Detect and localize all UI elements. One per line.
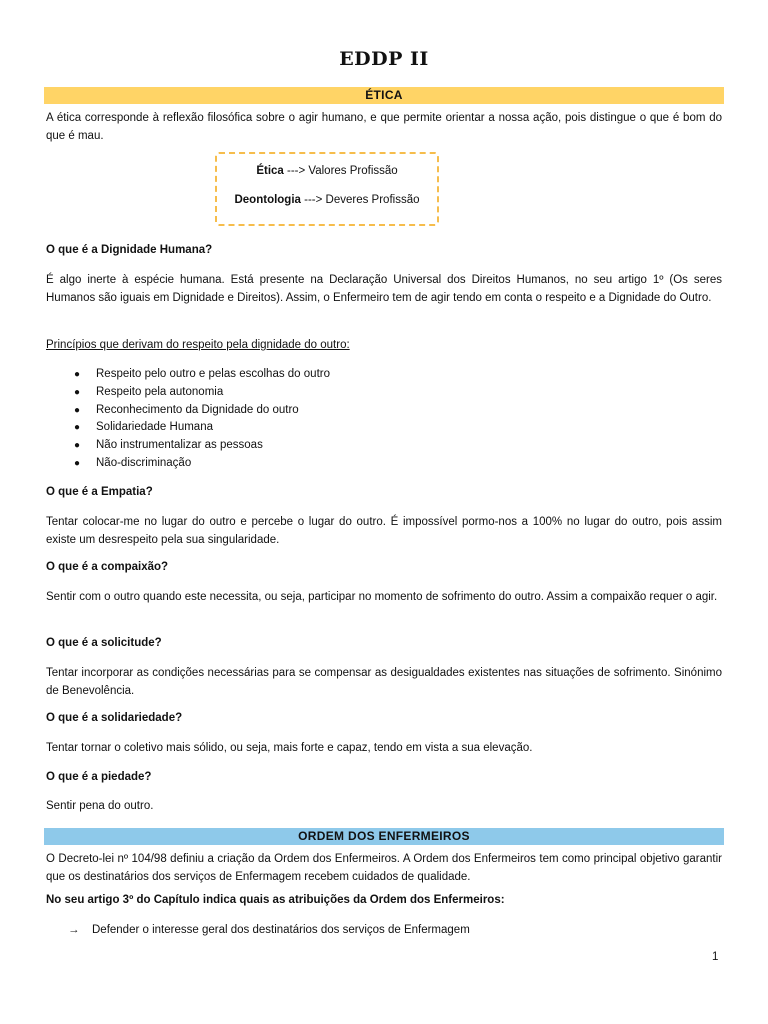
box-rest-deontologia: ---> Deveres Profissão (300, 194, 420, 206)
artigo-title: No seu artigo 3º do Capítulo indica quais as atribuições da Ordem dos Enfermeiros: (46, 894, 505, 906)
question-solicitude: O que é a solicitude? (46, 637, 162, 649)
answer-empatia: Tentar colocar-me no lugar do outro e percebe o lugar do outro. É impossível pormo-nos a 100% no lugar do outro, pois assim existe um desrespeito pela sua singularidade. (46, 516, 722, 546)
list-item (46, 455, 330, 473)
atribuicao-item-label: Defender o interesse geral dos destinatários dos serviços de Enfermagem (92, 924, 470, 936)
question-empatia: O que é a Empatia? (46, 486, 153, 498)
list-item-label: Não instrumentalizar as pessoas (96, 439, 263, 452)
ordem-intro: O Decreto-lei nº 104/98 definiu a criação da Ordem dos Enfermeiros. A Ordem dos Enfermeiros tem como principal objetivo garantir que os destinatários dos serviços de Enfermagem recebem cuidados de qualidade. (46, 853, 722, 883)
list-item (46, 366, 330, 384)
list-item-label: Reconhecimento da Dignidade do outro (96, 403, 299, 416)
answer-compaixao: Sentir com o outro quando este necessita, ou seja, participar no momento de sofrimento do outro. Assim a compaixão requer o agir. (46, 591, 718, 603)
list-item (46, 437, 330, 455)
list-item (46, 402, 330, 420)
page-number: 1 (712, 951, 719, 963)
page-title: EDDP II (339, 48, 429, 70)
box-term-deontologia: Deontologia (234, 194, 301, 206)
arrow-right-icon: → (68, 924, 80, 936)
list-item-label: Respeito pelo outro e pelas escolhas do outro (96, 368, 330, 380)
list-item (46, 384, 330, 402)
box-term-etica: Ética (256, 165, 284, 177)
section-heading-ordem: ORDEM DOS ENFERMEIROS (44, 828, 724, 845)
question-dignidade: O que é a Dignidade Humana? (46, 244, 213, 256)
answer-solidariedade: Tentar tornar o coletivo mais sólido, ou seja, mais forte e capaz, tendo em vista a sua elevação. (46, 742, 533, 754)
bullet-icon: ● (74, 369, 81, 380)
principios-title: Princípios que derivam do respeito pela dignidade do outro: (46, 339, 350, 351)
etica-deontologia-box (215, 152, 439, 226)
box-rest-etica: ---> Valores Profissão (283, 165, 398, 177)
box-line-deontologia (217, 194, 437, 206)
list-item-label: Respeito pela autonomia (96, 385, 224, 398)
list-item (46, 419, 330, 437)
bullet-icon: ● (74, 440, 81, 452)
question-piedade: O que é a piedade? (46, 771, 152, 783)
atribuicao-item (68, 922, 470, 939)
answer-dignidade: É algo inerte à espécie humana. Está presente na Declaração Universal dos Direitos Humanos, no seu artigo 1º (Os seres Humanos são iguais em Dignidade e Direitos). Assim, o Enfermeiro tem de agir tendo em conta o respeito e a Dignidade do Outro. (46, 274, 722, 304)
section-heading-etica: ÉTICA (44, 87, 724, 104)
bullet-icon: ● (74, 404, 81, 416)
list-item-label: Solidariedade Humana (96, 421, 213, 434)
list-item-label: Não-discriminação (96, 456, 192, 469)
box-line-etica (217, 165, 437, 177)
question-compaixao: O que é a compaixão? (46, 561, 169, 573)
question-solidariedade: O que é a solidariedade? (46, 712, 183, 724)
principios-list (46, 366, 330, 473)
answer-solicitude: Tentar incorporar as condições necessárias para se compensar as desigualdades existentes nas situações de sofrimento. Sinónimo de Benevolência. (46, 667, 722, 697)
etica-intro: A ética corresponde à reflexão filosófica sobre o agir humano, e que permite orientar a nossa ação, pois distingue o que é bom do que é mau. (46, 112, 722, 142)
bullet-icon: ● (74, 386, 81, 398)
answer-piedade: Sentir pena do outro. (46, 800, 154, 812)
bullet-icon: ● (74, 422, 81, 434)
bullet-icon: ● (74, 457, 81, 469)
